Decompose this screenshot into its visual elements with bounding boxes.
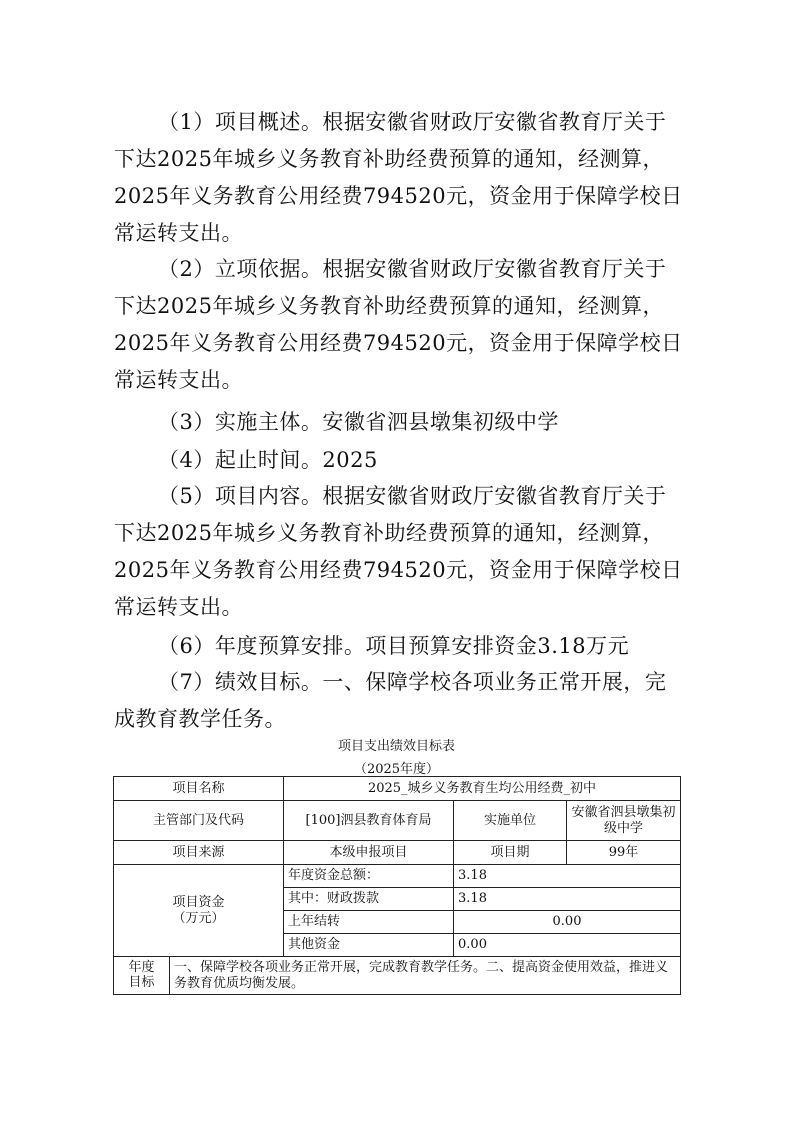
table-row xyxy=(114,957,681,995)
paragraph-content xyxy=(114,478,684,626)
project-name-label: 项目名称 xyxy=(114,777,284,801)
funds-other-value: 0.00 xyxy=(454,934,681,957)
funds-fiscal-value: 3.18 xyxy=(454,888,681,911)
table-row xyxy=(114,865,681,888)
paragraph-subject-text: （3）实施主体。安徽省泗县墩集初级中学 xyxy=(158,410,559,434)
period-value: 99年 xyxy=(567,841,681,865)
funds-fiscal-label: 其中：财政拨款 xyxy=(284,888,454,911)
table-row xyxy=(114,777,681,801)
source-value: 本级申报项目 xyxy=(284,841,454,865)
paragraph-overview xyxy=(114,104,684,252)
funds-label xyxy=(114,865,284,957)
table-row xyxy=(114,801,681,841)
impl-unit-value: 安徽省泗县墩集初级中学 xyxy=(567,801,681,841)
performance-table xyxy=(113,776,681,995)
goal-label xyxy=(114,957,170,995)
goal-value: 一、保障学校各项业务正常开展，完成教育教学任务。二、提高资金使用效益，推进义务教育优质均衡发展。 xyxy=(170,957,681,995)
paragraph-goal-text: （7）绩效目标。一、保障学校各项业务正常开展，完成教育教学任务。 xyxy=(114,670,667,731)
paragraph-content-text: （5）项目内容。根据安徽省财政厅安徽省教育厅关于下达2025年城乡义务教育补助经费预算的通知，经测算，2025年义务教育公用经费794520元，资金用于保障学校日常运转支出。 xyxy=(114,484,683,619)
table-title: 项目支出绩效目标表 xyxy=(337,739,455,754)
period-label: 项目期 xyxy=(454,841,567,865)
paragraph-subject xyxy=(114,404,684,441)
paragraph-budget xyxy=(114,628,684,665)
paragraph-goal xyxy=(114,664,684,738)
table-year: （2025年度） xyxy=(353,762,440,777)
project-name-value: 2025_城乡义务教育生均公用经费_初中 xyxy=(284,777,681,801)
source-label: 项目来源 xyxy=(114,841,284,865)
funds-carryover-value: 0.00 xyxy=(454,911,681,934)
paragraph-basis-text: （2）立项依据。根据安徽省财政厅安徽省教育厅关于下达2025年城乡义务教育补助经费预算的通知，经测算，2025年义务教育公用经费794520元，资金用于保障学校日常运转支出。 xyxy=(114,257,683,392)
paragraph-period xyxy=(114,442,684,479)
dept-label: 主管部门及代码 xyxy=(114,801,284,841)
goal-label-text: 年度目标 xyxy=(128,960,155,990)
paragraph-basis xyxy=(114,251,684,399)
funds-other-label: 其他资金 xyxy=(284,934,454,957)
table-row xyxy=(114,841,681,865)
funds-label-text: 项目资金（万元） xyxy=(172,894,225,926)
paragraph-period-text: （4）起止时间。2025 xyxy=(158,448,378,472)
funds-total-label: 年度资金总额： xyxy=(284,865,454,888)
dept-value: [100]泗县教育体育局 xyxy=(284,801,454,841)
funds-total-value: 3.18 xyxy=(454,865,681,888)
paragraph-budget-text: （6）年度预算安排。项目预算安排资金3.18万元 xyxy=(158,634,630,658)
funds-carryover-label: 上年结转 xyxy=(284,911,454,934)
paragraph-overview-text: （1）项目概述。根据安徽省财政厅安徽省教育厅关于下达2025年城乡义务教育补助经费预算的通知，经测算，2025年义务教育公用经费794520元，资金用于保障学校日常运转支出。 xyxy=(114,110,683,245)
impl-unit-label: 实施单位 xyxy=(454,801,567,841)
